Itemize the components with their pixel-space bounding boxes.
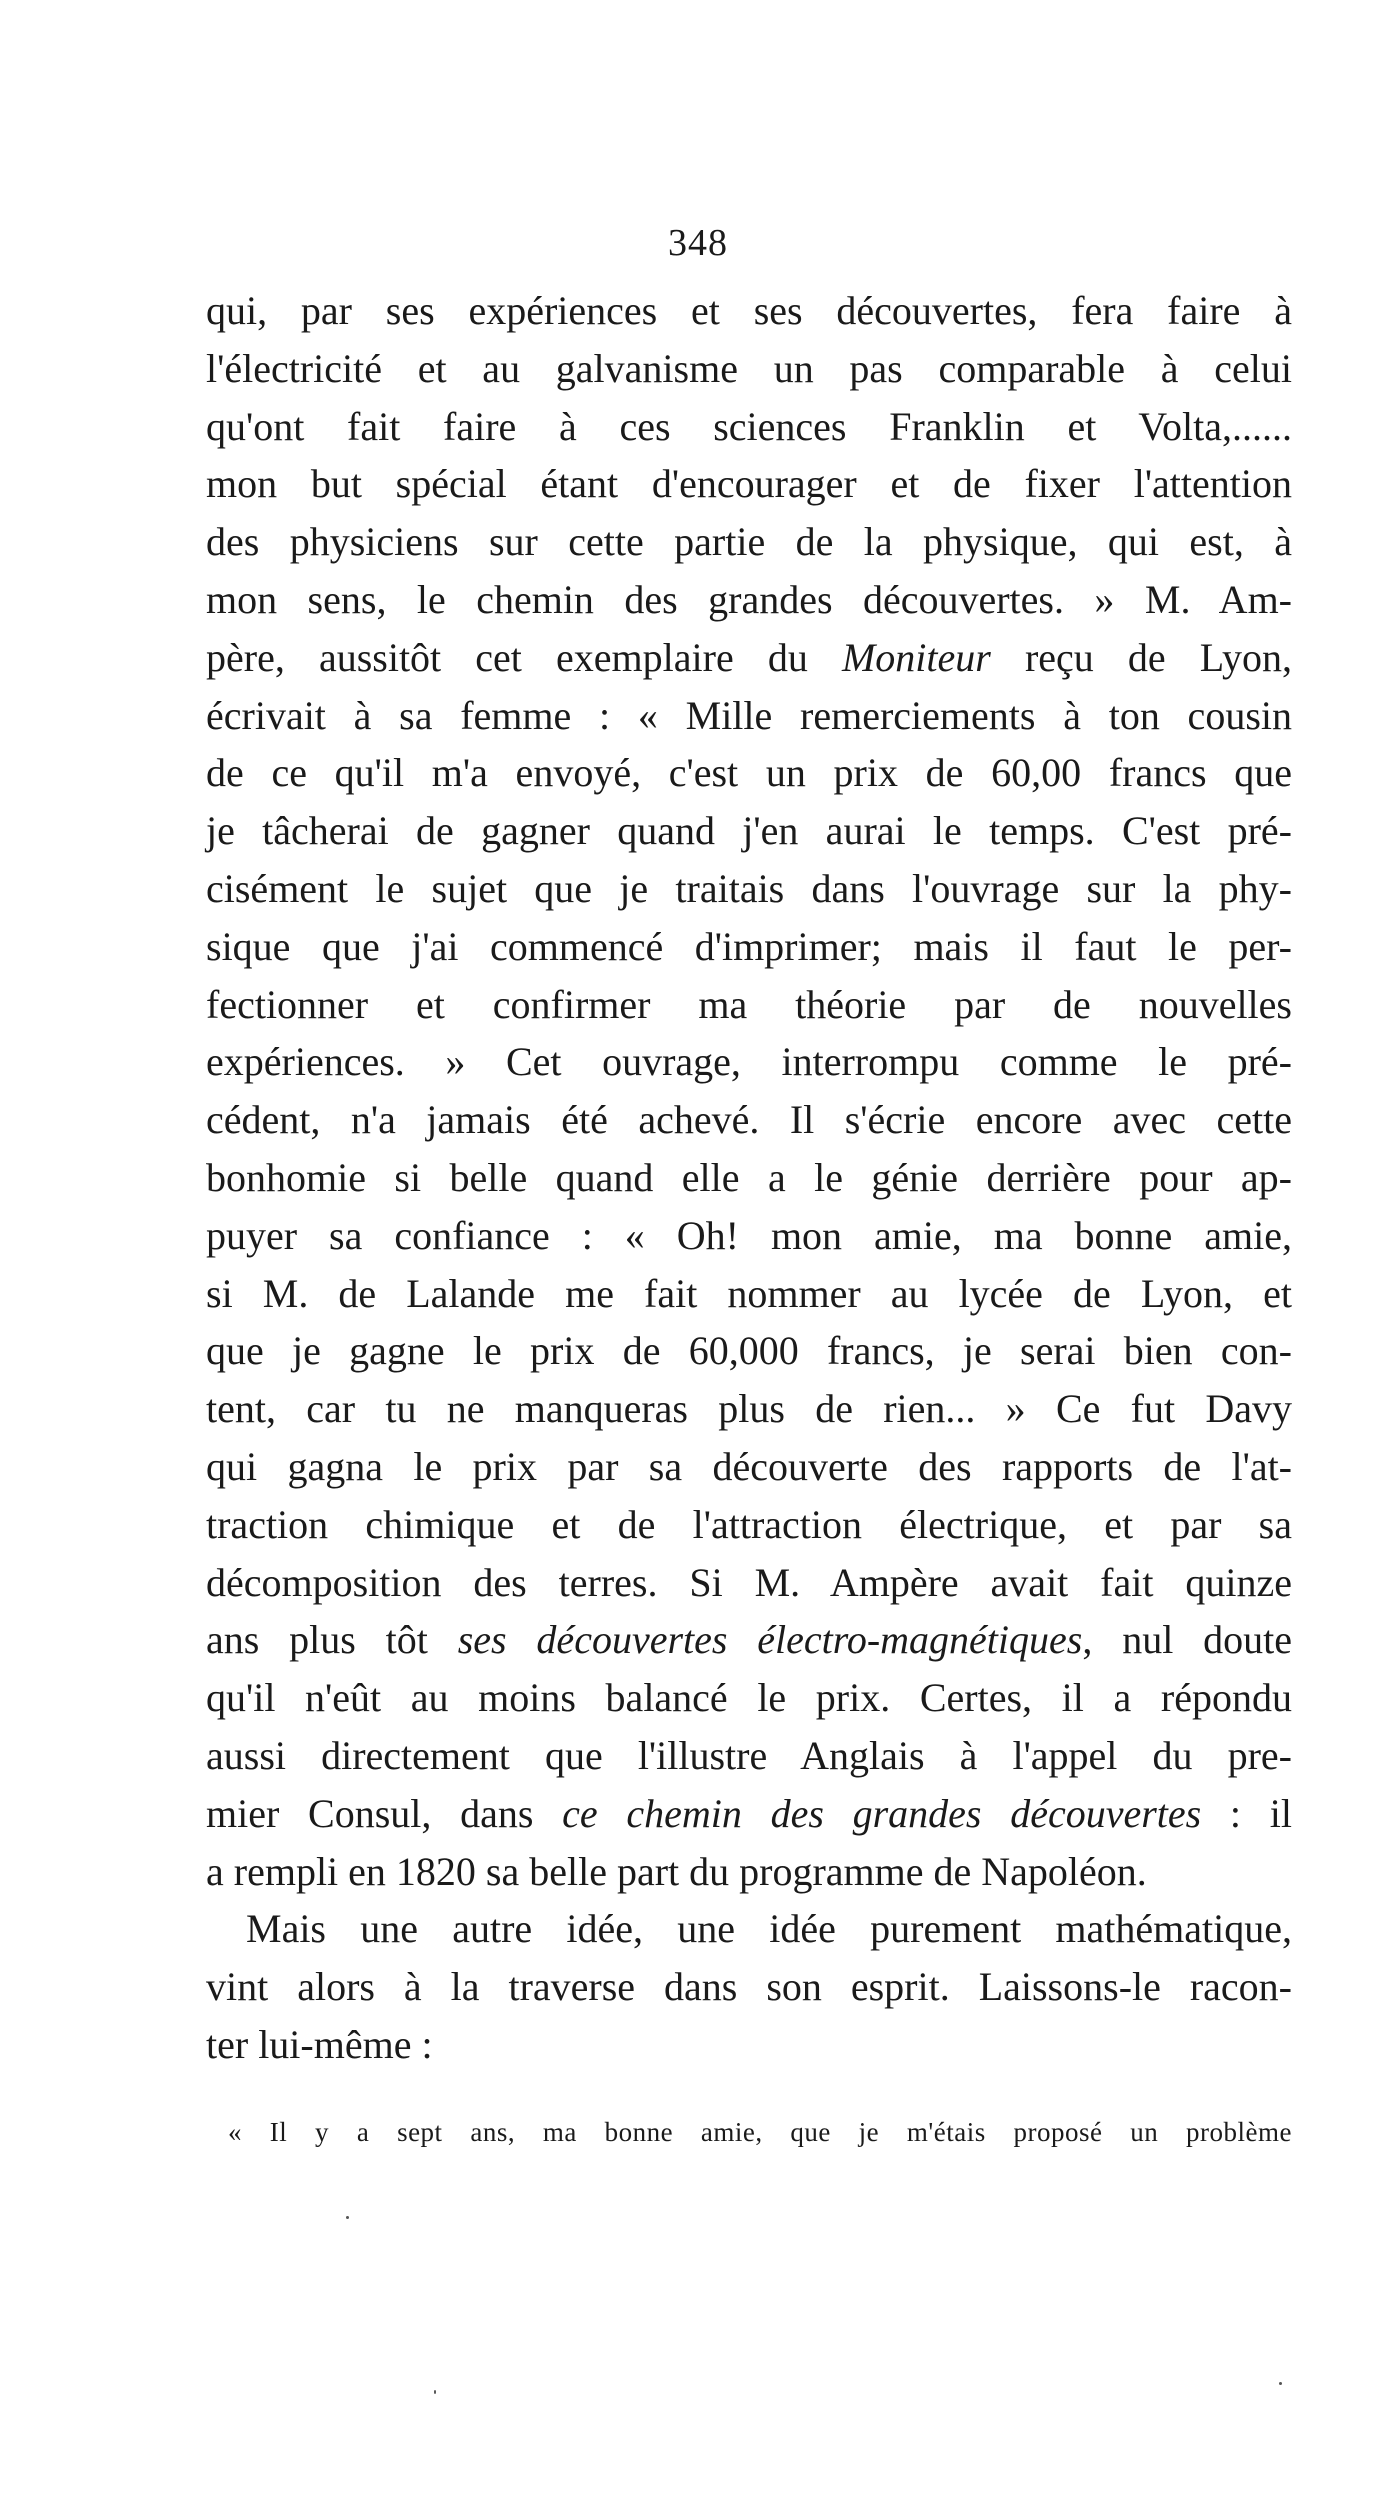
text-segment: mier Consul, dans [206,1790,563,1836]
text-line: de ce qu'il m'a envoyé, c'est un prix de 60,00 francs que [206,750,1292,796]
text-line: sique que j'ai commencé d'imprimer; mais il faut le per- [206,923,1292,969]
footnote: « Il y a sept ans, ma bonne amie, que je m'étais proposé un problème [228,2117,1292,2147]
text-line: décomposition des terres. Si M. Ampère avait fait quinze [206,1559,1292,1605]
text-line: tent, car tu ne manqueras plus de rien... » Ce fut Davy [206,1386,1292,1432]
text-line: mon but spécial étant d'encourager et de fixer l'attention [206,461,1292,507]
text-line: qui, par ses expériences et ses découvertes, fera faire à [206,288,1292,333]
text-line: si M. de Lalande me fait nommer au lycée de Lyon, et [206,1270,1292,1316]
text-line: aussi directement que l'illustre Anglais à l'appel du pre- [206,1732,1292,1778]
text-line [206,629,1292,687]
text-line: l'électricité et au galvanisme un pas comparable à celui [206,345,1292,391]
text-line [206,1611,1292,1669]
paragraph-last-line: ter lui-même : [206,2021,433,2067]
text-line: qui gagna le prix par sa découverte des rapports de l'at- [206,1443,1292,1489]
paper-speck [1279,2382,1282,2385]
text-segment: père, aussitôt cet exemplaire du [206,634,842,680]
paragraph-last-line: a rempli en 1820 sa belle part du programme de Napoléon. [206,1848,1147,1894]
text-line: puyer sa confiance : « Oh! mon amie, ma bonne amie, [206,1212,1292,1258]
text-line: écrivait à sa femme : « Mille remerciements à ton cousin [206,692,1292,738]
text-line: cisément le sujet que je traitais dans l'ouvrage sur la phy- [206,865,1292,911]
text-line: je tâcherai de gagner quand j'en aurai le temps. C'est pré- [206,808,1292,854]
body-text [206,282,1292,2074]
text-line: bonhomie si belle quand elle a le génie derrière pour ap- [206,1154,1292,1200]
text-line: mon sens, le chemin des grandes découvertes. » M. Am- [206,576,1292,622]
text-line: expériences. » Cet ouvrage, interrompu comme le pré- [206,1039,1292,1085]
paragraph-first-line: Mais une autre idée, une idée purement mathématique, [246,1906,1292,1952]
text-line: que je gagne le prix de 60,000 francs, je serai bien con- [206,1328,1292,1374]
italic-title-moniteur: Moniteur [841,634,991,680]
paper-speck [434,2390,436,2394]
text-line: vint alors à la traverse dans son esprit. Laissons-le racon- [206,1964,1292,2010]
text-line: traction chimique et de l'attraction électrique, et par sa [206,1501,1292,1547]
text-line [206,1785,1292,1843]
italic-phrase: ses découvertes électro-magnétiques [457,1617,1083,1663]
paper-speck [346,2216,349,2219]
text-segment: reçu de Lyon, [990,634,1292,680]
text-line: qu'ont fait faire à ces sciences Franklin et Volta,...... [206,403,1292,449]
text-line: cédent, n'a jamais été achevé. Il s'écrie encore avec cette [206,1097,1292,1143]
text-line: des physiciens sur cette partie de la physique, qui est, à [206,519,1292,565]
text-line: qu'il n'eût au moins balancé le prix. Certes, il a répondu [206,1675,1292,1721]
text-segment: : il [1201,1790,1292,1836]
text-line: fectionner et confirmer ma théorie par de nouvelles [206,981,1292,1027]
text-segment: ans plus tôt [206,1617,458,1663]
text-segment: , nul doute [1082,1617,1292,1663]
italic-phrase: ce chemin des grandes découvertes [562,1790,1202,1836]
page-number: 348 [668,222,728,264]
